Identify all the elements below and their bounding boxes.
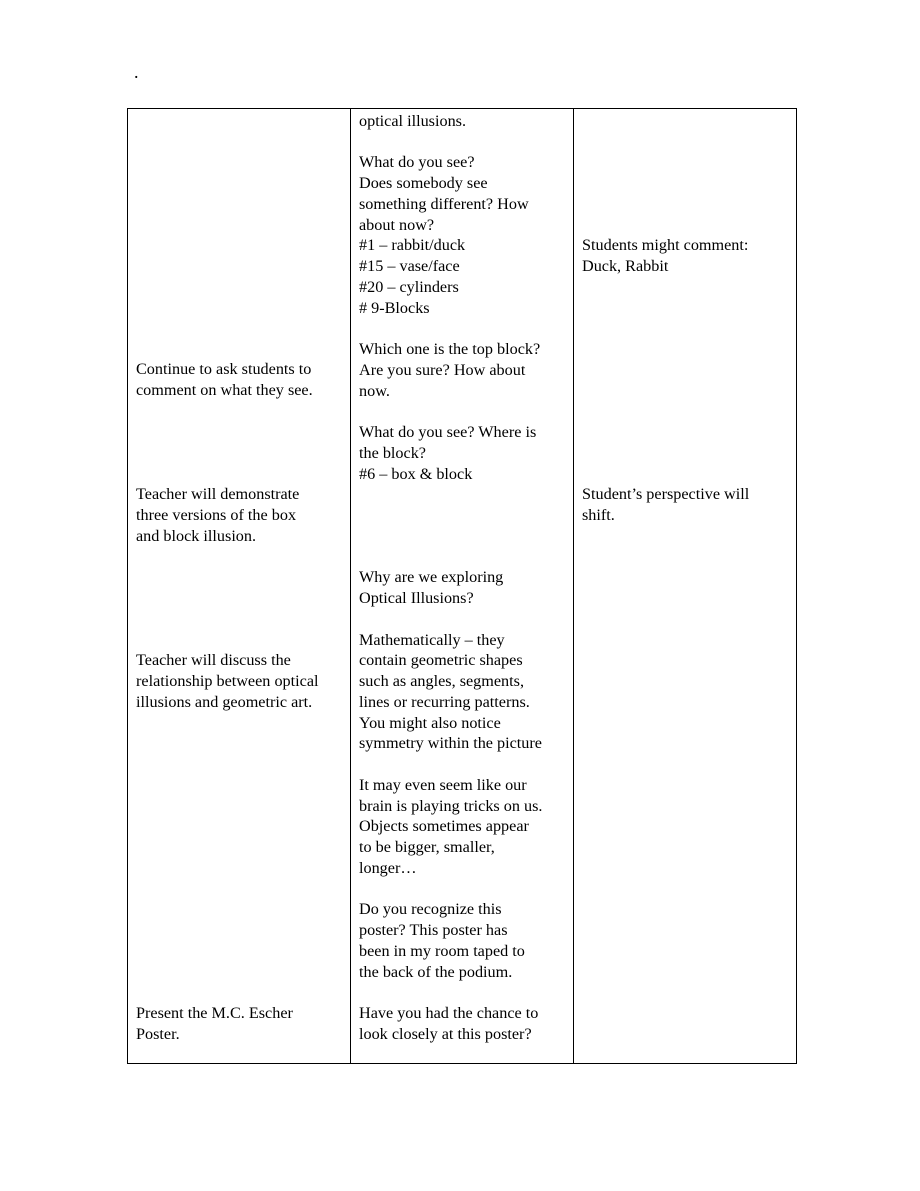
dialogue-text-line: the back of the podium.	[359, 963, 513, 981]
dialogue-text-line: something different? How	[359, 195, 529, 213]
dialogue-text-line: #20 – cylinders	[359, 278, 459, 296]
dialogue-text-line: poster? This poster has	[359, 921, 508, 939]
lesson-plan-table	[127, 108, 797, 1064]
teacher-actions-cell	[128, 109, 351, 1064]
dialogue-text-line: symmetry within the picture	[359, 734, 542, 752]
teacher-text-line: Teacher will demonstrate	[136, 485, 300, 503]
dialogue-text-line: Have you had the chance to	[359, 1004, 539, 1022]
dialogue-text-line: # 9-Blocks	[359, 299, 430, 317]
teacher-text-line: illusions and geometric art.	[136, 693, 313, 711]
teacher-text-line: Poster.	[136, 1025, 180, 1043]
student-text-line: shift.	[582, 506, 615, 524]
dialogue-text-line: brain is playing tricks on us.	[359, 797, 543, 815]
teacher-text-line: comment on what they see.	[136, 381, 313, 399]
dialogue-text-line: about now?	[359, 216, 435, 234]
dialogue-text-line: Optical Illusions?	[359, 589, 474, 607]
dialogue-text-line: What do you see? Where is	[359, 423, 537, 441]
dialogue-text-line: #1 – rabbit/duck	[359, 236, 466, 254]
dialogue-cell	[351, 109, 574, 1064]
dialogue-text-line: Does somebody see	[359, 174, 488, 192]
dialogue-text-line: #15 – vase/face	[359, 257, 460, 275]
dialogue-text-line: optical illusions.	[359, 112, 467, 130]
dialogue-text-line: Mathematically – they	[359, 631, 505, 649]
dialogue-text-line: Why are we exploring	[359, 568, 504, 586]
dialogue-text-line: Objects sometimes appear	[359, 817, 529, 835]
dialogue-text-line: now.	[359, 382, 390, 400]
dialogue-text-line: lines or recurring patterns.	[359, 693, 530, 711]
dialogue-text-line: What do you see?	[359, 153, 475, 171]
dialogue-text-line: Are you sure? How about	[359, 361, 526, 379]
student-text-line: Students might comment:	[582, 236, 749, 254]
dialogue-text-line: to be bigger, smaller,	[359, 838, 495, 856]
student-text-line: Student’s perspective will	[582, 485, 750, 503]
dialogue-text-line: Do you recognize this	[359, 900, 502, 918]
dialogue-text-line: contain geometric shapes	[359, 651, 523, 669]
dialogue-text-line: It may even seem like our	[359, 776, 527, 794]
dialogue-text-line: been in my room taped to	[359, 942, 525, 960]
dialogue-text-line: look closely at this poster?	[359, 1025, 532, 1043]
dialogue-text-line: longer…	[359, 859, 417, 877]
dialogue-text-line: such as angles, segments,	[359, 672, 524, 690]
table-row	[128, 109, 797, 1064]
dialogue-text-line: You might also notice	[359, 714, 501, 732]
student-text-line: Duck, Rabbit	[582, 257, 669, 275]
teacher-text-line: Continue to ask students to	[136, 360, 312, 378]
teacher-text-line: three versions of the box	[136, 506, 297, 524]
teacher-text-line: Present the M.C. Escher	[136, 1004, 293, 1022]
teacher-text-line: and block illusion.	[136, 527, 257, 545]
page-mark: .	[134, 62, 139, 82]
teacher-text-line: Teacher will discuss the	[136, 651, 291, 669]
dialogue-text-line: Which one is the top block?	[359, 340, 541, 358]
teacher-text-line: relationship between optical	[136, 672, 319, 690]
student-responses-cell	[574, 109, 797, 1064]
dialogue-text-line: the block?	[359, 444, 426, 462]
dialogue-text-line: #6 – box & block	[359, 465, 473, 483]
